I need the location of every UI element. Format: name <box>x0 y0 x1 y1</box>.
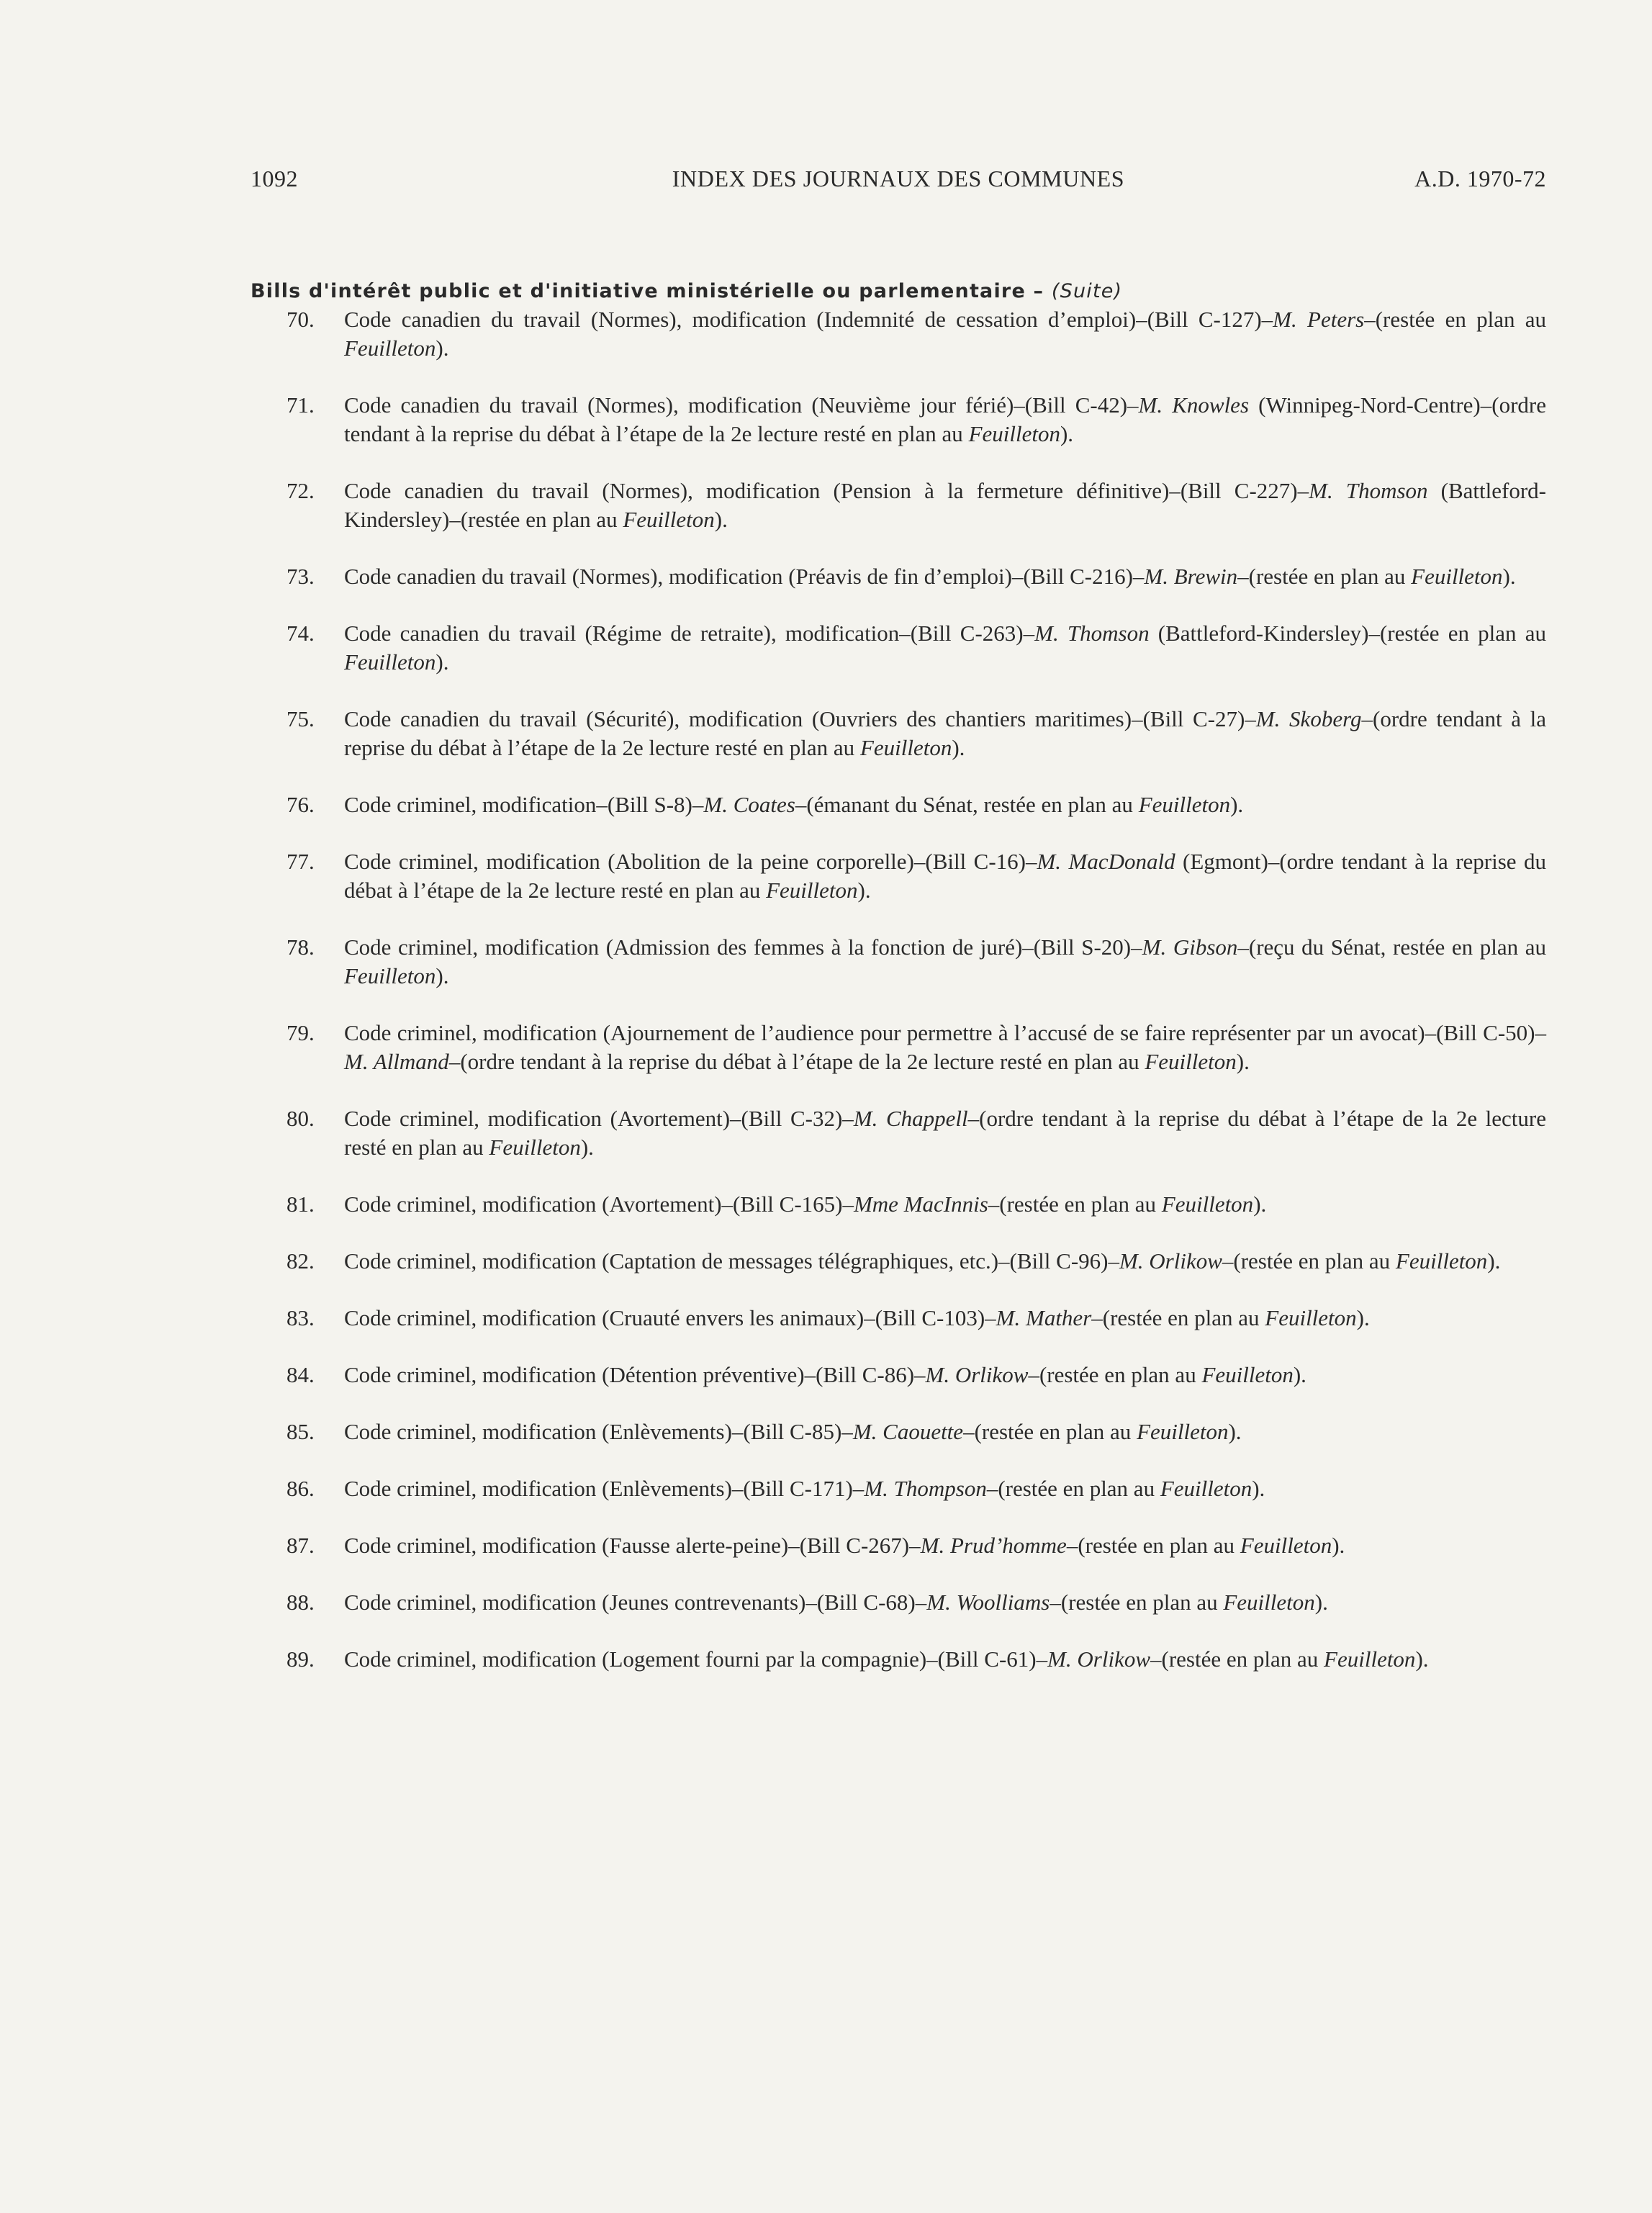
entry-text: –(restée en plan au <box>1050 1590 1224 1615</box>
entry-italic-text: M. Thomson <box>1309 478 1428 503</box>
entry-text: Code canadien du travail (Normes), modification (Neuvième jour férié)–(Bill C-42)– <box>344 392 1139 418</box>
entry-text: (Winnipeg-Nord-Centre)–(ordre tendant à la reprise du débat à l’étape de la 2e lecture resté en plan au <box>344 392 1546 446</box>
entry-text: Code criminel, modification (Jeunes contrevenants)–(Bill C-68)– <box>344 1590 927 1615</box>
entry-italic-text: M. Allmand <box>344 1049 449 1074</box>
entry-italic-text: Feuilleton <box>1395 1248 1488 1274</box>
entry-number: 71. <box>286 392 315 418</box>
running-title: INDEX DES JOURNAUX DES COMMUNES <box>672 166 1125 191</box>
index-entry <box>250 1304 1546 1333</box>
index-entry <box>250 1190 1546 1219</box>
entry-text: (Battleford-Kindersley)–(restée en plan au <box>344 478 1546 532</box>
entry-text: Code criminel, modification (Cruauté envers les animaux)–(Bill C-103)– <box>344 1305 996 1330</box>
entry-number: 85. <box>286 1419 315 1444</box>
index-entry <box>250 1019 1546 1076</box>
section-heading <box>250 278 1546 305</box>
entry-italic-text: M. Orlikow <box>1119 1248 1222 1274</box>
entry-number: 78. <box>286 934 315 960</box>
entry-italic-text: Feuilleton <box>1411 564 1503 589</box>
entry-text: –(restée en plan au <box>988 1191 1162 1217</box>
entry-italic-text: Feuilleton <box>1137 1419 1229 1444</box>
entry-italic-text: M. Caouette <box>852 1419 964 1444</box>
entry-text: –(restée en plan au <box>1364 307 1547 332</box>
entry-text: Code criminel, modification–(Bill S-8)– <box>344 792 704 817</box>
entry-number: 75. <box>286 706 315 731</box>
entry-number: 79. <box>286 1020 315 1045</box>
entry-text: ). <box>435 649 449 675</box>
entry-italic-text: M. Coates <box>703 792 795 817</box>
entry-text: ). <box>580 1135 594 1160</box>
entry-italic-text: M. Thomson <box>1034 621 1150 646</box>
entry-text: Code criminel, modification (Détention préventive)–(Bill C-86)– <box>344 1362 926 1387</box>
entry-text: ). <box>435 335 449 361</box>
entry-number: 88. <box>286 1590 315 1615</box>
entry-text: ). <box>1293 1362 1306 1387</box>
entry-number: 73. <box>286 564 315 589</box>
entry-number: 80. <box>286 1106 315 1131</box>
entry-text: ). <box>952 735 965 760</box>
index-entry <box>250 391 1546 449</box>
entry-text: Code criminel, modification (Avortement)–(Bill C-165)– <box>344 1191 854 1217</box>
entry-italic-text: Feuilleton <box>1145 1049 1237 1074</box>
entry-text: ). <box>714 507 728 532</box>
entry-text: ). <box>1228 1419 1242 1444</box>
entry-italic-text: Feuilleton <box>623 507 715 532</box>
entry-text: –(restée en plan au <box>1150 1646 1324 1672</box>
index-entry <box>250 1474 1546 1503</box>
entry-italic-text: M. Woolliams <box>926 1590 1050 1615</box>
entry-text: –(ordre tendant à la reprise du débat à l’étape de la 2e lecture resté en plan au <box>344 706 1546 760</box>
page-number: 1092 <box>250 166 298 191</box>
index-entry <box>250 1361 1546 1389</box>
entry-number: 72. <box>286 478 315 503</box>
entry-text: ). <box>1230 792 1244 817</box>
entry-text: –(restée en plan au <box>1066 1533 1240 1558</box>
entry-italic-text: M. Orlikow <box>925 1362 1029 1387</box>
entry-text: Code criminel, modification (Captation de messages télégraphiques, etc.)–(Bill C-96)– <box>344 1248 1119 1274</box>
entry-number: 84. <box>286 1362 315 1387</box>
index-entry <box>250 705 1546 762</box>
entry-italic-text: Feuilleton <box>1138 792 1231 817</box>
entry-text: –(restée en plan au <box>1091 1305 1265 1330</box>
entry-italic-text: Feuilleton <box>344 649 436 675</box>
section-title: Bills d'intérêt public et d'initiative ministérielle ou parlementaire – <box>250 280 1044 302</box>
index-entry <box>250 1531 1546 1560</box>
index-entry <box>250 619 1546 677</box>
entry-text: ). <box>1060 421 1074 446</box>
entry-italic-text: Feuilleton <box>344 335 436 361</box>
entry-text: Code criminel, modification (Enlèvements)–(Bill C-171)– <box>344 1476 865 1501</box>
running-years: A.D. 1970-72 <box>1414 166 1546 191</box>
entry-italic-text: Feuilleton <box>489 1135 581 1160</box>
index-entry <box>250 1247 1546 1276</box>
entry-italic-text: Feuilleton <box>1160 1476 1252 1501</box>
index-entry <box>250 477 1546 534</box>
entry-text: ). <box>1314 1590 1328 1615</box>
entry-number: 76. <box>286 792 315 817</box>
entry-text: Code criminel, modification (Logement fourni par la compagnie)–(Bill C-61)– <box>344 1646 1048 1672</box>
entry-text: Code criminel, modification (Ajournement de l’audience pour permettre à l’accusé de se faire représenter par un avocat)–(Bill C-50)– <box>344 1020 1546 1045</box>
entry-italic-text: Feuilleton <box>1161 1191 1254 1217</box>
entry-text: Code criminel, modification (Enlèvements)–(Bill C-85)– <box>344 1419 853 1444</box>
entry-text: (Battleford-Kindersley)–(restée en plan au <box>1149 621 1546 646</box>
entry-italic-text: M. MacDonald <box>1037 849 1175 874</box>
entry-number: 86. <box>286 1476 315 1501</box>
entry-text: –(restée en plan au <box>963 1419 1137 1444</box>
index-entry <box>250 305 1546 363</box>
index-entry <box>250 1104 1546 1162</box>
entry-text: Code canadien du travail (Normes), modification (Indemnité de cessation d’emploi)–(Bill C-127)– <box>344 307 1273 332</box>
entry-italic-text: M. Thompson <box>864 1476 987 1501</box>
entry-italic-text: Feuilleton <box>1265 1305 1357 1330</box>
entry-italic-text: Feuilleton <box>766 878 858 903</box>
section-suite: (Suite) <box>1051 280 1123 302</box>
entry-italic-text: M. Orlikow <box>1047 1646 1151 1672</box>
entry-italic-text: Feuilleton <box>1324 1646 1416 1672</box>
entry-text: ). <box>1502 564 1516 589</box>
entry-text: Code canadien du travail (Régime de retraite), modification–(Bill C-263)– <box>344 621 1035 646</box>
entry-italic-text: Feuilleton <box>344 963 436 988</box>
entry-text: ). <box>1356 1305 1370 1330</box>
entry-italic-text: Mme MacInnis <box>853 1191 988 1217</box>
entry-text: ). <box>857 878 871 903</box>
entry-text: –(reçu du Sénat, restée en plan au <box>1237 934 1546 960</box>
entry-number: 74. <box>286 621 315 646</box>
entry-italic-text: M. Mather <box>996 1305 1092 1330</box>
entry-text: ). <box>1236 1049 1250 1074</box>
entry-text: (Egmont)–(ordre tendant à la reprise du débat à l’étape de la 2e lecture resté en plan au <box>344 849 1546 903</box>
index-entry <box>250 847 1546 905</box>
entry-text: Code canadien du travail (Normes), modification (Pension à la fermeture définitive)–(Bill C-227)– <box>344 478 1309 503</box>
entry-text: ). <box>1332 1533 1345 1558</box>
running-header <box>250 166 1546 202</box>
entry-text: Code canadien du travail (Sécurité), modification (Ouvriers des chantiers maritimes)–(Bill C-27)– <box>344 706 1256 731</box>
entry-italic-text: Feuilleton <box>1201 1362 1294 1387</box>
entry-text: –(ordre tendant à la reprise du débat à l’étape de la 2e lecture resté en plan au <box>448 1049 1145 1074</box>
index-entry <box>250 1588 1546 1617</box>
entry-italic-text: M. Peters <box>1273 307 1365 332</box>
entry-italic-text: M. Knowles <box>1138 392 1250 418</box>
entry-text: ). <box>1253 1191 1267 1217</box>
entry-text: –(émanant du Sénat, restée en plan au <box>795 792 1139 817</box>
entry-text: –(restée en plan au <box>1237 564 1412 589</box>
entry-number: 83. <box>286 1305 315 1330</box>
entry-text: ). <box>1487 1248 1501 1274</box>
entry-text: ). <box>1415 1646 1429 1672</box>
entry-number: 81. <box>286 1191 315 1217</box>
entry-italic-text: M. Prud’homme <box>920 1533 1067 1558</box>
entry-italic-text: Feuilleton <box>1223 1590 1315 1615</box>
entry-italic-text: Feuilleton <box>968 421 1060 446</box>
entry-number: 87. <box>286 1533 315 1558</box>
entry-text: Code criminel, modification (Admission des femmes à la fonction de juré)–(Bill S-20)– <box>344 934 1142 960</box>
entry-list <box>250 305 1546 1674</box>
entry-italic-text: M. Gibson <box>1142 934 1238 960</box>
entry-text: –(restée en plan au <box>1222 1248 1396 1274</box>
index-entry <box>250 562 1546 591</box>
index-entry <box>250 1418 1546 1446</box>
entry-text: Code criminel, modification (Abolition de la peine corporelle)–(Bill C-16)– <box>344 849 1037 874</box>
entry-text: Code criminel, modification (Fausse alerte-peine)–(Bill C-267)– <box>344 1533 921 1558</box>
entry-italic-text: M. Skoberg <box>1255 706 1362 731</box>
entry-italic-text: M. Chappell <box>853 1106 968 1131</box>
entry-italic-text: Feuilleton <box>859 735 952 760</box>
entry-text: ). <box>435 963 449 988</box>
entry-text: Code canadien du travail (Normes), modification (Préavis de fin d’emploi)–(Bill C-216)– <box>344 564 1145 589</box>
entry-italic-text: M. Brewin <box>1144 564 1238 589</box>
entry-number: 82. <box>286 1248 315 1274</box>
index-entry <box>250 790 1546 819</box>
entry-text: ). <box>1252 1476 1265 1501</box>
entry-number: 89. <box>286 1646 315 1672</box>
entry-text: –(ordre tendant à la reprise du débat à l’étape de la 2e lecture resté en plan au <box>344 1106 1546 1160</box>
entry-text: –(restée en plan au <box>986 1476 1160 1501</box>
entry-text: Code criminel, modification (Avortement)–(Bill C-32)– <box>344 1106 854 1131</box>
index-entry <box>250 933 1546 991</box>
entry-number: 70. <box>286 307 315 332</box>
entry-text: –(restée en plan au <box>1028 1362 1202 1387</box>
entry-number: 77. <box>286 849 315 874</box>
entry-italic-text: Feuilleton <box>1240 1533 1332 1558</box>
index-entry <box>250 1645 1546 1674</box>
document-page <box>250 166 1546 1702</box>
